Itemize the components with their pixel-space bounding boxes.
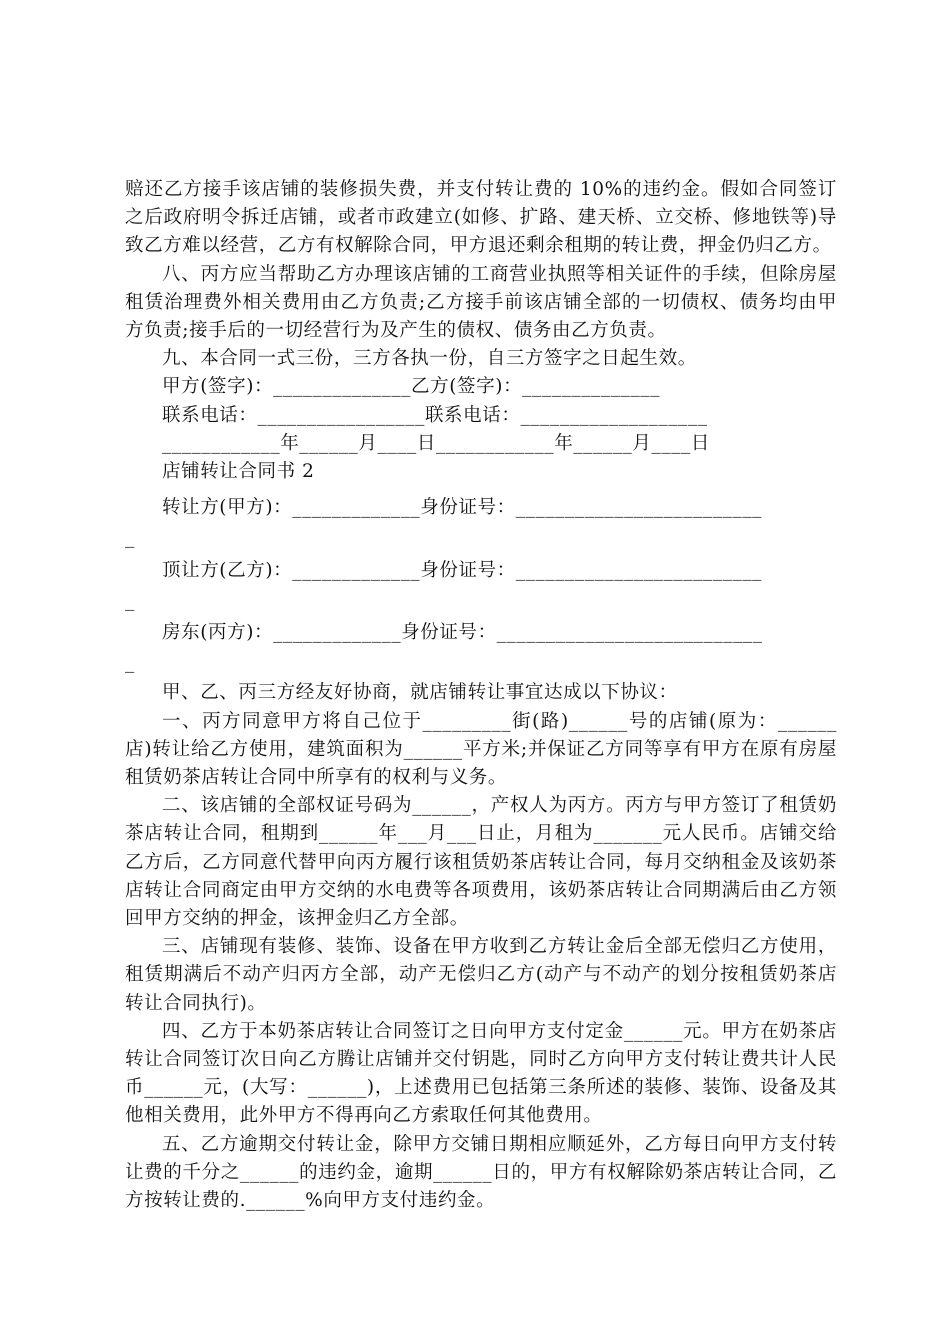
date-line: ____________年______月____日____________年______月____日	[162, 432, 711, 454]
paragraph-clause-1: 一、丙方同意甲方将自己位于_________街(路)______号的店铺(原为：______店)转让给乙方使用，建筑面积为______平方米;并保证乙方同等享有甲方在原有房屋租赁奶茶店转让合同中所享有的权利与义务。	[125, 710, 837, 789]
landlord-line: 房东(丙方)：_____________身份证号：___________________________	[162, 622, 763, 644]
paragraph-clause-8: 八、丙方应当帮助乙方办理该店铺的工商营业执照等相关证件的手续，但除房屋租赁治理费外相关费用由乙方负责;乙方接手前该店铺全部的一切债权、债务均由甲方负责;接手后的一切经营行为及产生的债权、债务由乙方负责。	[125, 263, 837, 342]
party-a-line: 转让方(甲方)：_____________身份证号：_________________________	[162, 497, 763, 519]
wrap-dash: _	[125, 527, 135, 549]
signature-line: 甲方(签字)：______________乙方(签字)：______________	[162, 376, 661, 398]
paragraph-clause-2: 二、该店铺的全部权证号码为______，产权人为丙方。丙方与甲方签订了租赁奶茶店转让合同，租期到______年___月___日止，月租为_______元人民币。店铺交给乙方后，乙方同意代替甲向丙方履行该租赁奶茶店转让合同，每月交纳租金及该奶茶店转让合同商定由甲方交纳的水电费等各项费用，该奶茶店转让合同期满后由乙方领回甲方交纳的押金，该押金归乙方全部。	[125, 795, 837, 930]
paragraph-clause-3: 三、店铺现有装修、装饰、设备在甲方收到乙方转让金后全部无偿归乙方使用，租赁期满后不动产归丙方全部，动产无偿归乙方(动产与不动产的划分按租赁奶茶店转让合同执行)。	[125, 936, 837, 1014]
party-b-line: 顶让方(乙方)：_____________身份证号：_________________________	[162, 559, 763, 581]
paragraph-clause-4: 四、乙方于本奶茶店转让合同签订之日向甲方支付定金______元。甲方在奶茶店转让合同签订次日向乙方腾让店铺并交付钥匙，同时乙方向甲方支付转让费共计人民币______元，(大写：______)，上述费用已包括第三条所述的装修、装饰、设备及其他相关费用，此外甲方不得再向乙方索取任何其他费用。	[125, 1020, 837, 1127]
paragraph-clause-9: 九、本合同一式三份，三方各执一份，自三方签字之日起生效。	[162, 348, 697, 370]
wrap-dash: _	[125, 652, 135, 674]
phone-line: 联系电话：_________________联系电话：___________________	[162, 404, 708, 426]
paragraph-agreement-intro: 甲、乙、丙三方经友好协商，就店铺转让事宜达成以下协议：	[162, 682, 678, 704]
contract-title-2: 店铺转让合同书 2	[162, 461, 315, 483]
paragraph-compensation: 赔还乙方接手该店铺的装修损失费，并支付转让费的 10%的违约金。假如合同签订之后政府明令拆迁店铺，或者市政建立(如修、扩路、建天桥、立交桥、修地铁等)导致乙方难以经营，乙方有权解除合同，甲方退还剩余租期的转让费，押金仍归乙方。	[125, 179, 837, 257]
paragraph-clause-5: 五、乙方逾期交付转让金，除甲方交铺日期相应顺延外，乙方每日向甲方支付转让费的千分之______的违约金，逾期______日的，甲方有权解除奶茶店转让合同，乙方按转让费的.______%向甲方支付违约金。	[125, 1133, 837, 1212]
contract-body	[125, 176, 837, 1215]
wrap-dash: _	[125, 589, 135, 611]
